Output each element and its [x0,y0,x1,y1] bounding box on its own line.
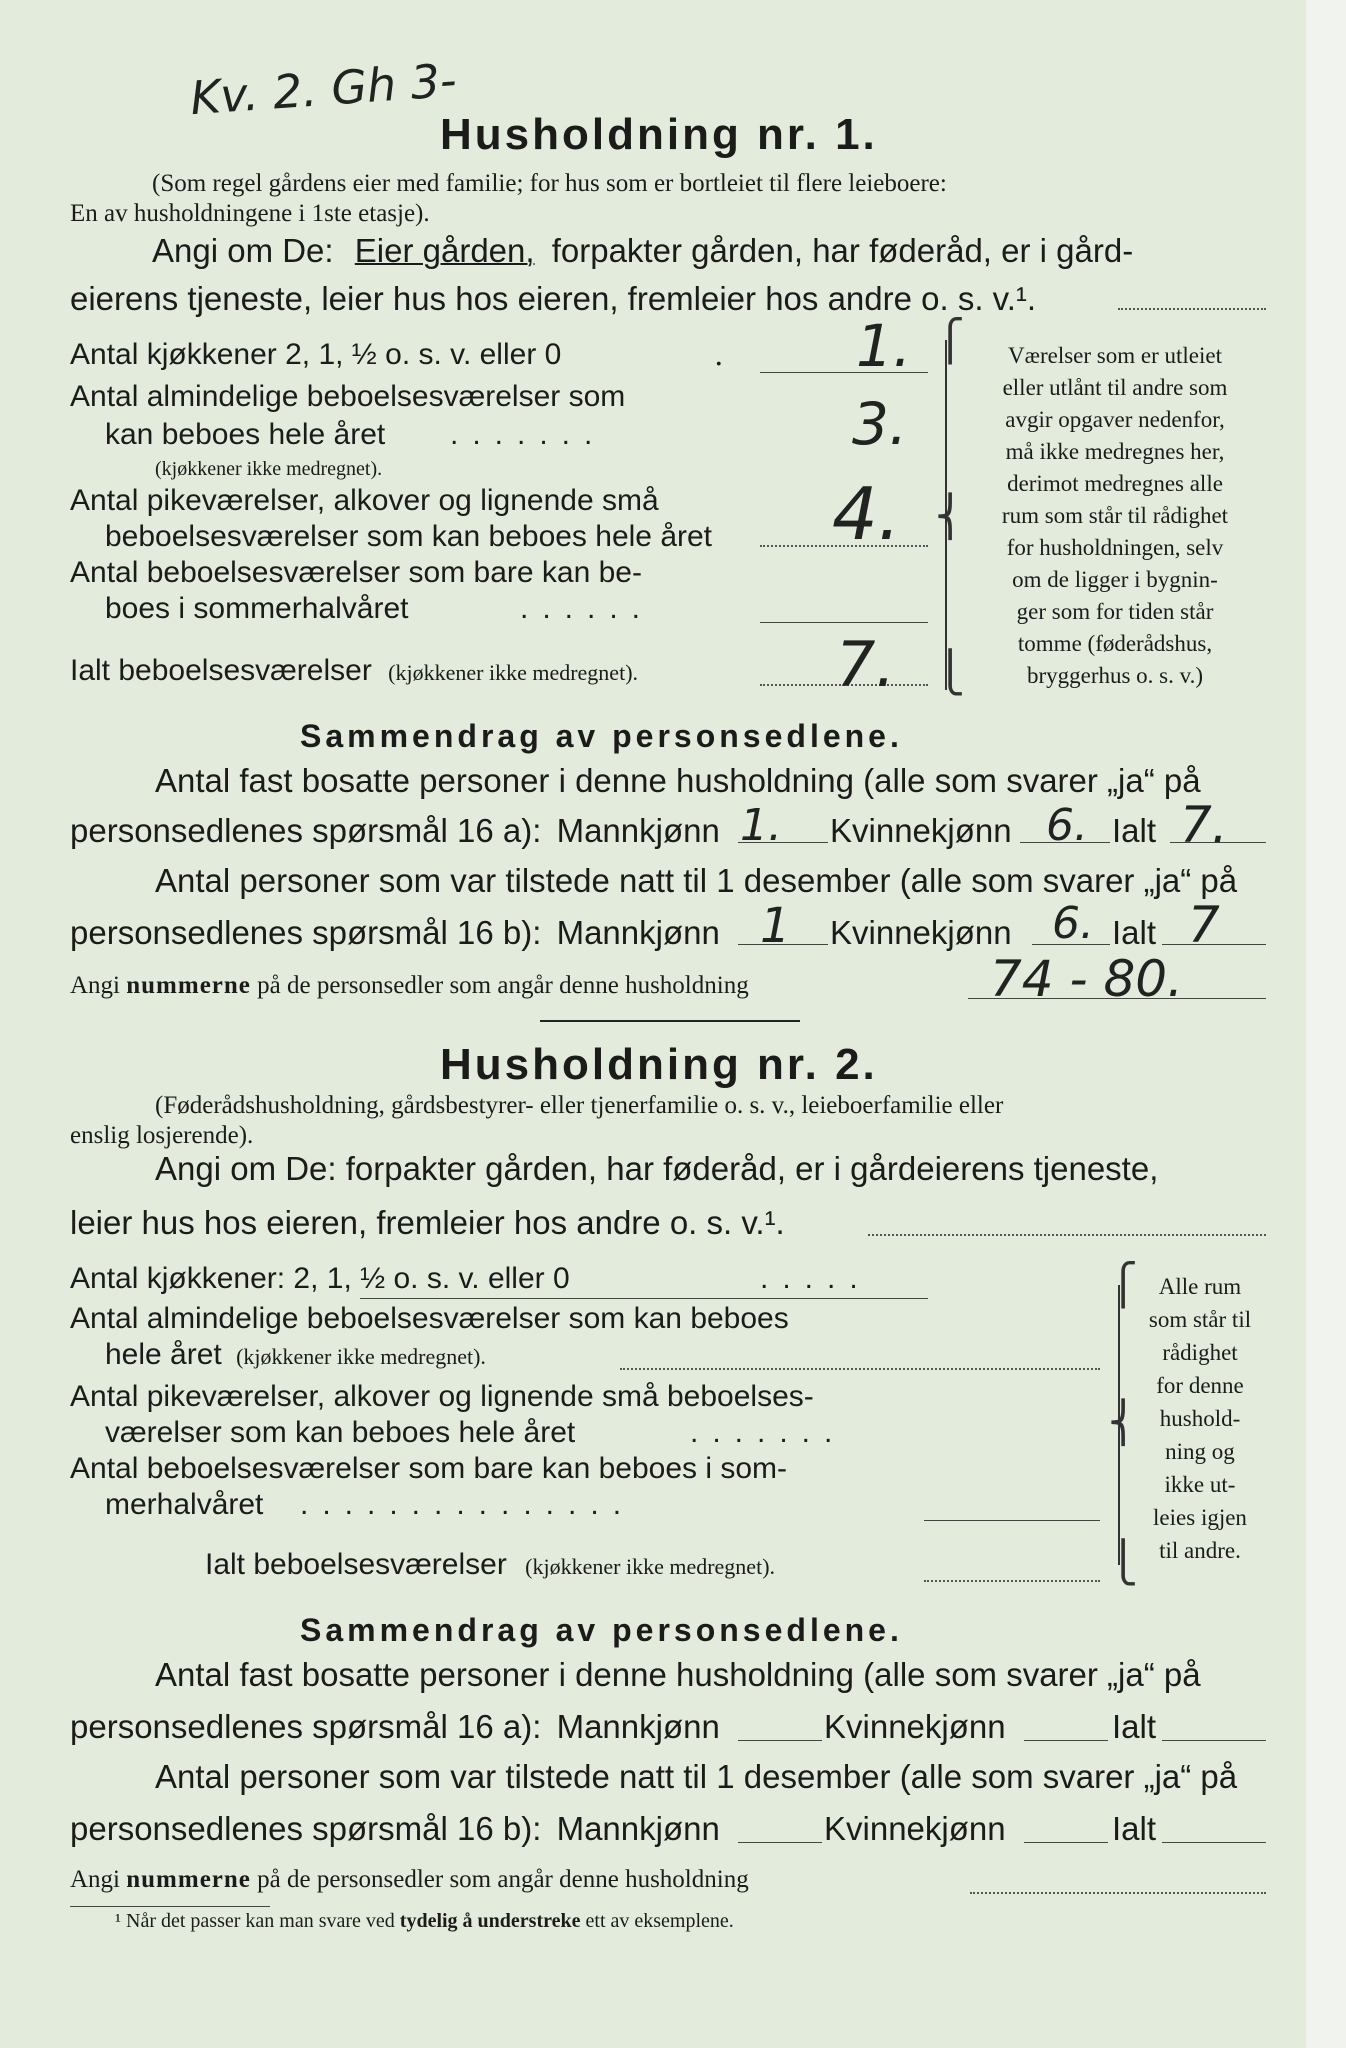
answer-line [620,1368,1100,1370]
h1-fast-total-value: 7. [1180,796,1228,854]
h1-small-rooms-value: 4. [832,472,901,556]
answer-line [738,1842,822,1843]
h1-present-line-2: personsedlenes spørsmål 16 b): Mannkjønn [70,914,720,951]
footnote: ¹ Når det passer kan man svare ved tydelig å understreke ett av eksemplene. [115,1910,734,1932]
answer-line [1162,1740,1266,1741]
household-2-note-1: (Føderådshusholdning, gårdsbestyrer- eller tjenerfamilie o. s. v., leieboerfamilie eller [155,1092,1004,1119]
h2-summer-rooms-label-1: Antal beboelsesværelser som bare kan beboes i som- [70,1452,788,1485]
bracket-top: ⎧ [935,318,965,364]
h1-summer-rooms-label-1: Antal beboelsesværelser som bare kan be- [70,556,642,589]
household-1-title: Husholdning nr. 1. [440,110,878,159]
h1-numbers-value: 74 - 80. [990,950,1183,1008]
answer-line [1118,308,1266,310]
household-1-angi-line-1 [152,232,1133,270]
angi-prefix: Angi om De: [152,232,334,269]
h1-present-male-value: 1 [760,898,791,954]
h2-fast-female-label: Kvinnekjønn [824,1708,1006,1745]
h2-rooms-label-2: hele året (kjøkkener ikke medregnet). [105,1338,486,1371]
bracket-bottom: ⎩ [935,650,965,696]
h1-fast-male-value: 1. [740,800,782,851]
household-2-note-2: enslig losjerende). [70,1122,254,1149]
h2-present-line-1: Antal personer som var tilstede natt til 1 desember (alle som svarer „ja“ på [155,1758,1238,1795]
household-1-note-1: (Som regel gårdens eier med familie; for hus som er bortleiet til flere leieboere: [152,170,947,197]
household-2-angi-line-1: Angi om De: forpakter gården, har føderåd, er i gårdeierens tjeneste, [155,1150,1159,1187]
h2-summer-rooms-label-2: merhalvåret [105,1488,264,1521]
household-2-angi-line-2: leier hus hos eieren, fremleier hos andre o. s. v.¹. [70,1204,785,1241]
h1-numbers-label: Angi nummerne på de personsedler som angår denne husholdning [70,972,749,999]
household-2-title: Husholdning nr. 2. [440,1040,878,1089]
section-divider [540,1020,800,1022]
h1-fast-female-value: 6. [1046,800,1088,851]
footnote-rule [70,1906,270,1907]
h2-small-rooms-label-2: værelser som kan beboes hele året [105,1416,576,1449]
h2-numbers-label: Angi nummerne på de personsedler som angår denne husholdning [70,1866,749,1893]
h1-summary-title: Sammendrag av personsedlene. [300,718,903,754]
h2-summary-title: Sammendrag av personsedlene. [300,1612,903,1648]
census-form-page: Kv. 2. Gh 3- Husholdning nr. 1. (Som regel gårdens eier med familie; for hus som er bortleiet til flere leieboere: En av husholdningene i 1ste etasje). Angi om De: Eier gården, forpakter gården, har føderåd, er i gård- eierens tjeneste, leier hus hos eieren, fremleier hos andre o. s. v.¹. Antal kjøkkener 2, 1, ½ o. s. v. eller 0 . 1. Antal almindelige beboelsesværelser som kan beboes hele året ....... 3. (kjøkkener ikke medregnet). Antal pikeværelser, alkover og lignende små beboelsesværelser som kan beboes hele året 4. Antal beboelsesværelser som bare kan be- boes i sommerhalvåret ...... Ialt beboelsesværelser (kjøkkener ikke medregnet). 7. ⎧ ⎨ ⎩ Værelser som er utleiet eller utlånt til andre som avgir opgaver nedenfor, må ikke medregnes her, derimot medregnes alle rum som står til rådighet for husholdningen, selv om de ligger i bygnin- ger som for tiden står tomme (føderådshus, bryggerhus o. s. v.) Sammendrag av personsedlene. Antal fast bosatte personer i denne husholdning (alle som svarer „ja“ på personsedlenes spørsmål 16 a): Mannkjønn 1. Kvinnekjønn 6. Ialt 7. Antal personer som var tilstede natt til 1 desember (alle som svarer „ja“ på personsedlenes spørsmål 16 b): Mannkjønn 1 Kvinnekjønn 6. Ialt 7 Angi nummerne på de personsedler som angår denne husholdning 74 - 80. Husholdning nr. 2. (Føderådshusholdning, gårdsbestyrer- eller tjenerfamilie o. s. v., leieboerfamilie eller enslig losjerende). Angi om De: forpakter gården, har føderåd, er i gårdeierens tjeneste, leier hus hos eieren, fremleier hos andre o. s. v.¹. Antal kjøkkener: 2, 1, ½ o. s. v. eller 0 ..... Antal almindelige beboelsesværelser som kan beboes hele året (kjøkkener ikke medregnet). Antal pikeværelser, alkover og lignende små beboelses- værelser som kan beboes hele året ....... Antal beboelsesværelser som bare kan beboes i som- merhalvåret ............... Ialt beboelsesværelser (kjøkkener ikke medregnet). ⎧ ⎨ ⎩ Alle rum som står til rådighet for denne hushold- ning og ikke ut- leies igjen til andre. Sammendrag av personsedlene. Antal fast bosatte personer i denne husholdning (alle som svarer „ja“ på personsedlenes spørsmål 16 a): Mannkjønn Kvinnekjønn Ialt Antal personer som var tilstede natt til 1 desember (alle som svarer „ja“ på personsedlenes spørsmål 16 b): Mannkjønn Kvinnekjønn Ialt Angi nummerne på de personsedler som angår denne husholdning ¹ Når det passer kan man svare ved tydelig å understreke ett av eksemplene. [0,0,1346,2048]
h1-total-rooms-value: 7. [836,628,896,701]
h2-rooms-label-1: Antal almindelige beboelsesværelser som kan beboes [70,1302,789,1335]
h1-present-female-value: 6. [1052,898,1094,949]
h1-rooms-label-2: kan beboes hele året [105,418,386,451]
h2-side-note: Alle rum som står til rådighet for denne hushold- ning og ikke ut- leies igjen til andre. [1148,1274,1252,1563]
answer-line [970,1892,1266,1894]
h1-total-rooms-note: (kjøkkener ikke medregnet). [388,660,639,685]
answer-line [760,622,928,623]
household-1-note-2: En av husholdningene i 1ste etasje). [70,200,430,227]
h1-rooms-value: 3. [852,390,908,458]
h1-kitchens-value: 1. [856,312,912,380]
h1-fast-line-1: Antal fast bosatte personer i denne husholdning (alle som svarer „ja“ på [155,762,1201,799]
h1-summer-rooms-label-2: boes i sommerhalvåret [105,592,409,625]
h1-rooms-label-1: Antal almindelige beboelsesværelser som [70,380,626,413]
bracket-middle: ⎨ [935,494,965,540]
h1-present-line-1: Antal personer som var tilstede natt til 1 desember (alle som svarer „ja“ på [155,862,1238,899]
page-edge [1306,0,1346,2048]
h2-fast-total-label: Ialt [1112,1708,1157,1745]
h2-total-rooms: Ialt beboelsesværelser (kjøkkener ikke medregnet). [205,1548,776,1581]
h1-present-female-label: Kvinnekjønn [830,914,1012,951]
h2-fast-line-2: personsedlenes spørsmål 16 a): Mannkjønn [70,1708,720,1745]
h1-total-rooms [70,654,638,688]
h2-present-female-label: Kvinnekjønn [824,1810,1006,1847]
answer-line [360,1298,928,1299]
answer-line [738,1740,822,1741]
answer-line [868,1234,1266,1236]
h1-present-total-value: 7 [1188,896,1220,954]
h2-small-rooms-label-1: Antal pikeværelser, alkover og lignende små beboelses- [70,1380,814,1413]
household-1-angi-line-2: eierens tjeneste, leier hus hos eieren, fremleier hos andre o. s. v.¹. [70,280,1037,317]
handwritten-annotation: Kv. 2. Gh 3- [188,52,459,126]
answer-line [1024,1740,1108,1741]
h1-fast-total-label: Ialt [1112,812,1157,849]
answer-line [924,1580,1100,1582]
angi-options: forpakter gården, har føderåd, er i gård- [551,232,1134,269]
h1-fast-line-2: personsedlenes spørsmål 16 a): Mannkjønn [70,812,720,849]
h2-present-line-2: personsedlenes spørsmål 16 b): Mannkjønn [70,1810,720,1847]
answer-line [1024,1842,1108,1843]
h1-fast-female-label: Kvinnekjønn [830,812,1012,849]
answer-line [1162,1842,1266,1843]
h2-present-total-label: Ialt [1112,1810,1157,1847]
answer-line [760,372,928,373]
h1-small-rooms-label-2: beboelsesværelser som kan beboes hele året [105,520,713,553]
h1-rooms-note: (kjøkkener ikke medregnet). [155,458,383,480]
h1-present-total-label: Ialt [1112,914,1157,951]
underlined-answer-eier: Eier gården, [354,232,535,269]
h2-kitchens-label: Antal kjøkkener: 2, 1, ½ o. s. v. eller 0 [70,1262,570,1295]
h1-kitchens-label: Antal kjøkkener 2, 1, ½ o. s. v. eller 0 [70,338,562,371]
h1-small-rooms-label-1: Antal pikeværelser, alkover og lignende små [70,484,659,517]
answer-line [924,1520,1100,1521]
h2-fast-line-1: Antal fast bosatte personer i denne husholdning (alle som svarer „ja“ på [155,1656,1201,1693]
h1-total-rooms-label: Ialt beboelsesværelser [70,654,372,687]
h1-side-note: Værelser som er utleiet eller utlånt til andre som avgir opgaver nedenfor, må ikke medregnes her, derimot medregnes alle rum som står til rådighet for husholdningen, selv om de ligger i bygnin- ger som for tiden står tomme (føderådshus, bryggerhus o. s. v.) [1001,343,1229,688]
